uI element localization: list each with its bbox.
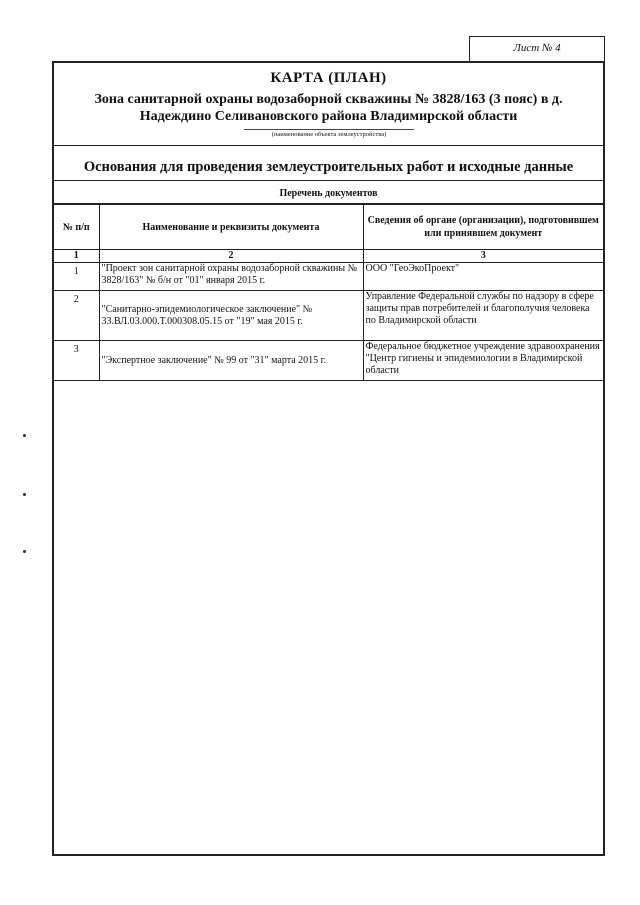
organization-name: Управление Федеральной службы по надзору в сфере защиты прав потребителей и благополучия человека по Владимирской области [363,291,603,341]
column-number: 1 [54,250,99,263]
document-name: "Санитарно-эпидемиологическое заключение" № 33.ВЛ.03.000.Т.000308.05.15 от "19" мая 2015 г. [99,291,363,341]
scan-speck [23,493,26,496]
organization-name: Федеральное бюджетное учреждение здравоохранения "Центр гигиены и эпидемиологии в Владимирской области [363,341,603,381]
column-number: 3 [363,250,603,263]
object-name-line2: Надеждино Селивановского района Владимирской области [139,109,518,124]
sheet-label: Лист № 4 [513,42,561,54]
column-header-organization: Сведения об органе (организации), подготовившем или принявшем документ [363,205,603,250]
document-header [54,63,603,146]
documents-table [54,204,603,381]
column-header-number: № п/п [54,205,99,250]
row-number: 2 [54,291,99,341]
sheet-number-box [469,36,605,61]
row-number: 1 [54,263,99,291]
document-frame [52,61,605,856]
table-row [54,263,603,291]
object-name-caption: (наименование объекта землеустройства) [244,129,414,139]
document-name: "Проект зон санитарной охраны водозаборной скважины № 3828/163" № б/н от "01" января 2015 г. [99,263,363,291]
documents-list-title: Перечень документов [54,181,603,204]
table-header-row [54,205,603,250]
document-name: "Экспертное заключение" № 99 от "31" марта 2015 г. [99,341,363,381]
organization-name: ООО "ГеоЭкоПроект" [363,263,603,291]
object-name-line1: Зона санитарной охраны водозаборной скважины № 3828/163 (3 пояс) в д. [94,92,563,107]
row-number: 3 [54,341,99,381]
table-row [54,341,603,381]
table-row [54,291,603,341]
page-title: КАРТА (ПЛАН) [270,70,387,86]
section-title: Основания для проведения землеустроительных работ и исходные данные [54,150,603,181]
object-name [54,91,603,125]
column-number: 2 [99,250,363,263]
scan-speck [23,434,26,437]
column-numbers-row [54,250,603,263]
scan-speck [23,550,26,553]
column-header-document: Наименование и реквизиты документа [99,205,363,250]
